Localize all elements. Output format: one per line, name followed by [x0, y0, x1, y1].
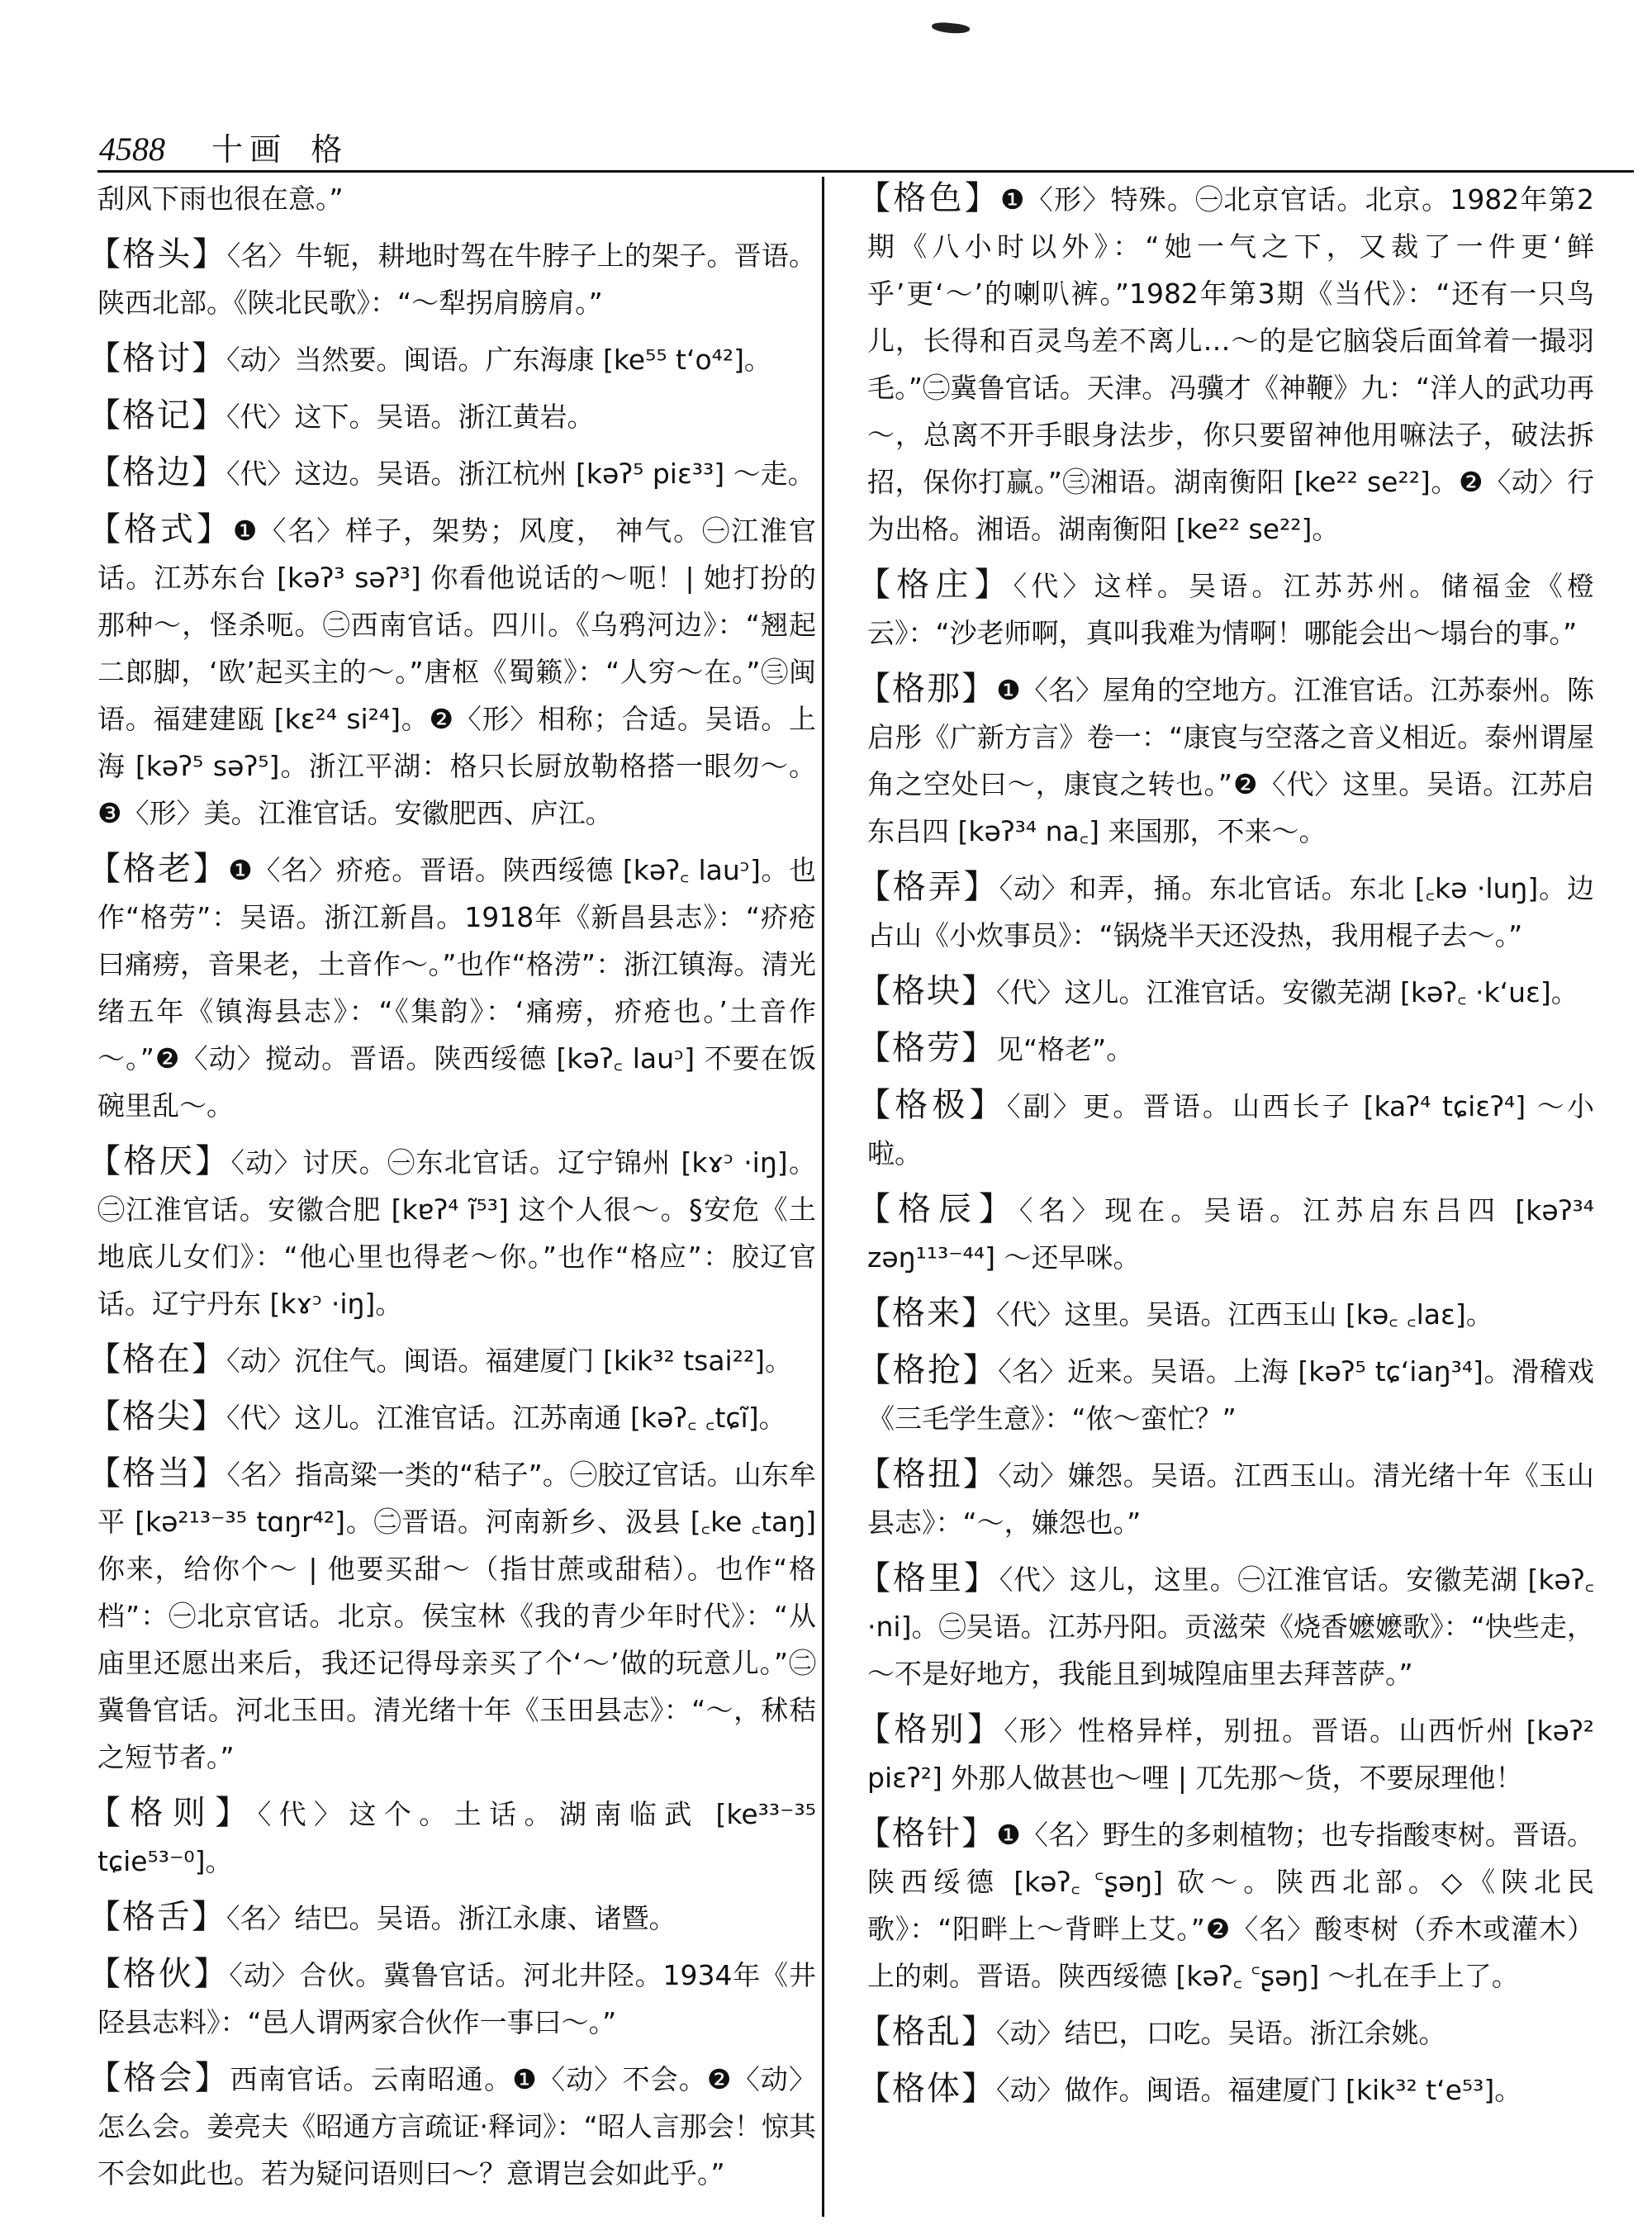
page-number: 4588 — [99, 130, 165, 168]
entry-headword: 【格针】 — [857, 1815, 997, 1853]
entry-headword: 【格则】 — [88, 1794, 258, 1832]
entry-headword: 【格辰】 — [857, 1190, 1019, 1228]
right-column — [857, 175, 1595, 2123]
dictionary-entry — [857, 1451, 1595, 1546]
section-label: 十画 — [211, 131, 288, 168]
entry-headword: 【格伙】 — [88, 1955, 230, 1993]
entry-definition: 〈动〉嫌怨。吴语。江西玉山。清光绪十年《玉山县志》：“～，嫌怨也。” — [867, 1459, 1595, 1539]
entry-headword: 【格老】 — [88, 850, 229, 888]
entry-definition: 见“格老”。 — [996, 1033, 1134, 1065]
page-header — [99, 124, 1635, 170]
entry-headword: 【格当】 — [88, 1454, 227, 1492]
entry-definition: 〈代〉这样。吴语。江苏苏州。储福金《橙云》：“沙老师啊，真叫我难为情啊！哪能会出～塌台的事。” — [867, 570, 1595, 649]
dictionary-entry — [88, 2055, 816, 2197]
entry-headword: 【格里】 — [857, 1559, 999, 1597]
section-character: 格 — [311, 131, 343, 168]
entry-definition: 〈动〉和弄，捅。东北官话。东北 [꜀kə ·luŋ]。边占山《小炊事员》：“锅烧半天还没热，我用棍子去～。” — [867, 872, 1594, 951]
entry-definition: 〈形〉性格异样，别扭。晋语。山西忻州 [kəʔ² piɛʔ²] 外那人做甚也～哩 | 兀先那～货，不要尿理他！ — [867, 1715, 1595, 1794]
header-rule — [97, 170, 1634, 173]
entry-definition: 〈动〉结巴，口吃。吴语。浙江余姚。 — [996, 2017, 1446, 2049]
entry-definition: ❶〈名〉疥疮。晋语。陕西绥德 [kəʔ꜀ lauᵓ]。也作“格劳”：吴语。浙江新昌。1918年《新昌县志》：“疥疮曰痛痨，音果老，土音作～。”也作“格涝”：浙江镇海。清光绪五年《镇海县志》：“《集韵》：‘痛痨，疥疮也。’土音作～。”❷〈动〉搅动。晋语。陕西绥德 [kəʔ꜀ lauᵓ] 不要在饭碗里乱～。 — [97, 854, 816, 1122]
entry-headword: 【格弄】 — [857, 868, 999, 906]
entry-definition: ❶〈名〉样子，架势；风度， 神气。㊀江淮官话。江苏东台 [kəʔ³ səʔ³] 你看他说话的～呃！| 她打扮的那种～，怪杀呃。㊁西南官话。四川。《乌鸦河边》：“翘起二郎脚，‘欧’起买主的～。”唐枢《蜀籁》：“人穷～在。”㊂闽语。福建建瓯 [kɛ²⁴ si²⁴]。❷〈形〉相称；合适。吴语。上海 [kəʔ⁵ səʔ⁵]。浙江平湖：格只长厨放勒格搭一眼勿～。❸〈形〉美。江淮官话。安徽肥西、庐江。 — [97, 515, 817, 829]
dictionary-entry — [857, 2066, 1594, 2114]
dictionary-entry — [88, 1393, 816, 1441]
dictionary-entry — [857, 1025, 1594, 1073]
dictionary-entry — [88, 335, 816, 383]
entry-headword: 【格在】 — [88, 1340, 226, 1378]
entry-headword: 【格记】 — [88, 396, 226, 434]
dictionary-entry — [88, 231, 817, 326]
entry-headword: 【格劳】 — [857, 1029, 996, 1067]
left-column — [88, 175, 817, 2206]
entry-headword: 【格式】 — [88, 510, 233, 548]
dictionary-entry — [857, 2009, 1594, 2057]
entry-definition: ❶〈形〉特殊。㊀北京官话。北京。1982年第2期《八小时以外》：“她一气之下，又裁了一件更‘鲜乎’更‘～’的喇叭裤。”1982年第3期《当代》：“还有一只鸟儿，长得和百灵鸟差不离儿…～的是它脑袋后面耸着一撮羽毛。”㊁冀鲁官话。天津。冯骥才《神鞭》九：“洋人的武功再～，总离不开手眼身法步，你只要留神他用嘛法子，破法拆招，保你打赢。”㊂湘语。湖南衡阳 [ke²² se²²]。❷〈动〉行为出格。湘语。湖南衡阳 [ke²² se²²]。 — [867, 183, 1595, 545]
entry-definition: 西南官话。云南昭通。❶〈动〉不会。❷〈动〉怎么会。姜亮夫《昭通方言疏证·释词》：“昭人言那会！惊其不会如此也。若为疑问语则曰～？意谓岂会如此乎。” — [97, 2063, 816, 2190]
entry-headword: 【格边】 — [88, 453, 226, 491]
entry-definition: 〈动〉合伙。冀鲁官话。河北井陉。1934年《井陉县志料》：“邑人谓两家合伙作一事曰～。” — [97, 1959, 817, 2038]
entry-definition: 〈动〉做作。闽语。福建厦门 [kik³² t‘e⁵³]。 — [996, 2074, 1522, 2106]
entry-headword: 【格别】 — [857, 1710, 1004, 1748]
entry-definition: 〈名〉近来。吴语。上海 [kəʔ⁵ tɕ‘iaŋ³⁴]。滑稽戏《三毛学生意》：“侬～蛮忙？” — [867, 1355, 1595, 1435]
entry-headword: 【格尖】 — [88, 1397, 226, 1435]
dictionary-entry — [857, 1706, 1595, 1801]
dictionary-entry — [88, 392, 816, 440]
entry-definition: 〈名〉结巴。吴语。浙江永康、诸暨。 — [226, 1902, 676, 1934]
entry-headword: 【格头】 — [88, 235, 227, 273]
dictionary-entry — [857, 864, 1594, 959]
ink-smudge — [931, 21, 970, 36]
entry-headword: 【格舌】 — [88, 1898, 226, 1936]
entry-headword: 【格厌】 — [88, 1142, 231, 1180]
right-entry-list — [857, 175, 1595, 2114]
entry-headword: 【格极】 — [857, 1086, 1007, 1124]
entry-definition: 〈代〉这个。土话。湖南临武 [ke³³⁻³⁵ tɕie⁵³⁻⁰]。 — [97, 1798, 817, 1877]
entry-definition: 〈名〉现在。吴语。江苏启东吕四 [kəʔ³⁴ zəŋ¹¹³⁻⁴⁴] ～还早咪。 — [867, 1194, 1595, 1274]
entry-headword: 【格那】 — [857, 670, 997, 708]
entry-definition: 〈代〉这里。吴语。江西玉山 [kə꜀ ꜀laɛ]。 — [996, 1298, 1493, 1331]
entry-definition: 〈代〉这儿。江淮官话。江苏南通 [kəʔ꜀ ꜀tɕĩ]。 — [226, 1402, 786, 1434]
entry-definition: 〈代〉这儿，这里。㊀江淮官话。安徽芜湖 [kəʔ꜀ ·ni]。㊁吴语。江苏丹阳。贡滋荣《烧香嬷嬷歌》：“快些走，～不是好地方，我能且到城隍庙里去拜菩萨。” — [867, 1563, 1594, 1690]
entry-headword: 【格乱】 — [857, 2013, 996, 2051]
dictionary-entry — [857, 1555, 1594, 1697]
entry-headword: 【格色】 — [857, 179, 1000, 217]
dictionary-entry — [88, 1450, 816, 1781]
entry-headword: 【格来】 — [857, 1294, 996, 1332]
dictionary-entry — [857, 968, 1594, 1016]
left-entry-list — [88, 231, 817, 2197]
column-divider — [822, 177, 824, 2217]
dictionary-entry — [857, 175, 1595, 553]
entry-definition: ❶〈名〉野生的多刺植物；也专指酸枣树。晋语。陕西绥德 [kəʔ꜀ ꜂ʂəŋ] 砍～。陕西北部。◇《陕北民歌》：“阳畔上～背畔上艾。”❷〈名〉酸枣树（乔木或灌木）上的刺。晋语。陕西绥德 [kəʔ꜀ ꜂ʂəŋ] ～扎在手上了。 — [867, 1819, 1594, 1992]
dictionary-entry — [88, 1336, 816, 1384]
entry-headword: 【格抢】 — [857, 1351, 999, 1389]
dictionary-entry — [857, 562, 1595, 657]
dictionary-entry — [857, 1290, 1594, 1338]
dictionary-entry — [857, 1810, 1594, 2000]
dictionary-entry — [857, 1082, 1594, 1177]
entry-definition: 〈动〉讨厌。㊀东北官话。辽宁锦州 [kɤᵓ ·iŋ]。㊁江淮官话。安徽合肥 [kɐʔ⁴ ĩ⁵³] 这个人很～。§安危《土地底儿女们》：“他心里也得老～你。”也作“格应”：胶辽官话。辽宁丹东 [kɤᵓ ·iŋ]。 — [97, 1146, 816, 1320]
dictionary-entry — [88, 846, 816, 1129]
entry-headword: 【格讨】 — [88, 339, 226, 377]
continuation-text: 刮风下雨也很在意。” — [97, 183, 344, 215]
entry-definition: 〈名〉指高粱一类的“秸子”。㊀胶辽官话。山东牟平 [kə²¹³⁻³⁵ tɑŋr⁴²]。㊁晋语。河南新乡、汲县 [꜀ke ꜀taŋ] 你来，给你个～ | 他要买甜～（指甘蔗或甜秸）。也作“格档”：㊀北京官话。北京。侯宝林《我的青少年时代》：“从庙里还愿出来后，我还记得母亲买了个‘～’做的玩意儿。”㊁冀鲁官话。河北玉田。清光绪十年《玉田县志》：“～，秫秸之短节者。” — [97, 1459, 816, 1773]
entry-definition: 〈动〉当然要。闽语。广东海康 [ke⁵⁵ t‘o⁴²]。 — [226, 344, 771, 376]
dictionary-entry — [88, 1138, 816, 1327]
entry-definition: 〈动〉沉住气。闽语。福建厦门 [kik³² tsai²²]。 — [226, 1345, 793, 1377]
dictionary-entry — [88, 506, 817, 837]
entry-definition: 〈副〉更。晋语。山西长子 [kaʔ⁴ tɕiɛʔ⁴] ～小啦。 — [867, 1090, 1594, 1170]
dictionary-entry — [857, 666, 1594, 855]
entry-definition: 〈代〉这儿。江淮官话。安徽芜湖 [kəʔ꜀ ·k‘uɛ]。 — [996, 976, 1578, 1008]
dictionary-entry — [88, 449, 816, 497]
entry-definition: 〈名〉牛轭，耕地时驾在牛脖子上的架子。晋语。陕西北部。《陕北民歌》：“～犁拐肩膀肩。” — [97, 240, 817, 319]
entry-headword: 【格庄】 — [857, 566, 1014, 604]
entry-headword: 【格块】 — [857, 972, 996, 1010]
dictionary-entry — [88, 1790, 817, 1885]
entry-definition: 〈代〉这下。吴语。浙江黄岩。 — [226, 401, 595, 433]
dictionary-entry — [88, 1894, 816, 1942]
dictionary-entry — [88, 1951, 817, 2046]
entry-headword: 【格扭】 — [857, 1455, 999, 1493]
entry-definition: ❶〈名〉屋角的空地方。江淮官话。江苏泰州。陈启彤《广新方言》卷一：“康㝗与空落之音义相近。泰州谓屋角之空处曰～，康㝗之转也。”❷〈代〉这里。吴语。江苏启东吕四 [kəʔ³⁴ na꜀] 来国那，不来～。 — [867, 674, 1594, 847]
dictionary-entry — [857, 1186, 1595, 1281]
entry-headword: 【格会】 — [88, 2059, 230, 2097]
dictionary-entry — [857, 1347, 1595, 1442]
entry-definition: 〈代〉这边。吴语。浙江杭州 [kəʔ⁵ piɛ³³] ～走。 — [226, 458, 815, 490]
entry-headword: 【格体】 — [857, 2070, 996, 2108]
